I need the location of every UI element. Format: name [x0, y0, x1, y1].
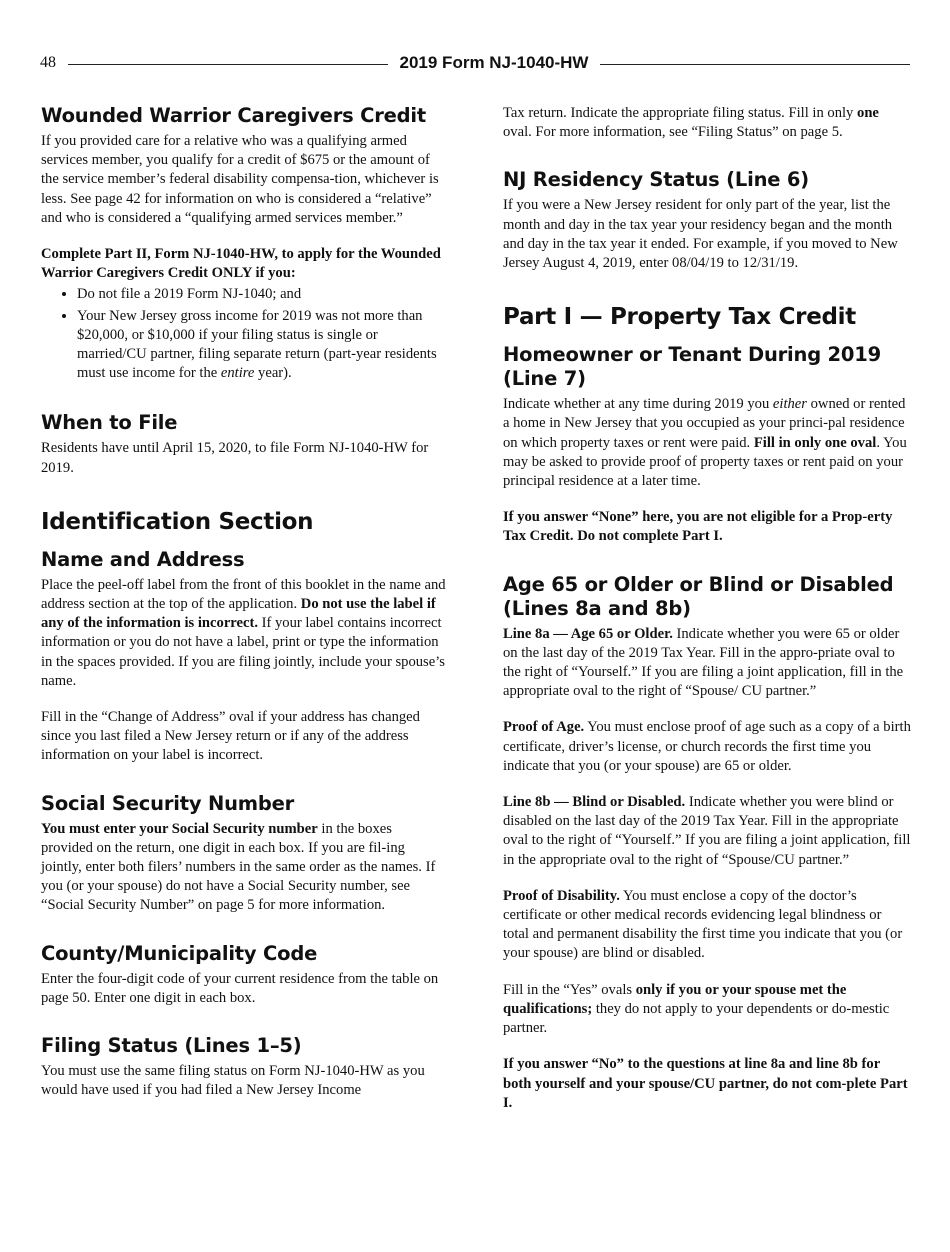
wwcc-heading: Wounded Warrior Caregivers Credit — [41, 104, 427, 127]
emphasis: entire — [220, 365, 255, 382]
age-blind-heading: Age 65 or Older or Blind or Disabled (Lines 8a and 8b) — [503, 572, 894, 620]
proof-of-disability-paragraph: Proof of Disability. You must enclose a copy of the doctor’s certificate or other medical records evidencing legal blindness or total and permanent disability the first time you indicate that you (or your spouse) are blind or disabled. — [503, 887, 903, 962]
yes-ovals-paragraph: Fill in the “Yes” ovals only if you or your spouse met the qualifications; they do not apply to your dependents or do-mestic partner. — [503, 981, 890, 1037]
homeowner-heading: Homeowner or Tenant During 2019 (Line 7) — [503, 343, 882, 391]
page-number: 48 — [40, 54, 56, 71]
list-item: • Do not file a 2019 Form NJ-1040; and — [77, 285, 447, 304]
name-address-heading: Name and Address — [41, 547, 245, 571]
when-to-file-paragraph: Residents have until April 15, 2020, to file Form NJ-1040-HW for 2019. — [41, 440, 429, 476]
line-8b-paragraph: Line 8b — Blind or Disabled. Indicate whether you were blind or disabled on the last day of the 2019 Tax Year. Fill in the appropriate oval to the right of “Yourself.” If you are filing a joint application, fill in the appropriate oval to the right of “Spouse/CU partner.” — [503, 794, 911, 868]
right-column — [503, 104, 911, 1113]
when-to-file-heading: When to File — [41, 411, 178, 435]
county-code-paragraph: Enter the four-digit code of your current residence from the table on page 50. Enter one digit in each box. — [41, 970, 439, 1006]
identification-section-heading: Identification Section — [41, 508, 314, 535]
part1-heading: Part I — Property Tax Credit — [503, 304, 856, 331]
ssn-paragraph: You must enter your Social Security number in the boxes provided on the return, one digit in each box. If you are fil-ing jointly, enter both filers’ numbers in the same order as the names. If you (or your spouse) do not have a Social Security number, see “Social Security Number” on page 5 for more information. — [41, 820, 436, 914]
homeowner-paragraph: Indicate whether at any time during 2019 you either owned or rented a home in New Jersey that you occupied as your princi-pal residence on which property taxes or rent were paid. Fill in only one oval. You may be asked to provide proof of property taxes or rent paid on your principal residence at a later time. — [503, 396, 907, 490]
filing-status-heading: Filing Status (Lines 1–5) — [41, 1034, 302, 1058]
proof-of-age-paragraph: Proof of Age. You must enclose proof of age such as a copy of a birth certificate, driver’s license, or church records the first time you indicate that you (or your spouse) are 65 or older. — [503, 719, 911, 774]
wwcc-paragraph: If you provided care for a relative who was a qualifying armed services member, you qualify for a credit of $675 or the amount of the service member’s federal disability compensa-tion, whichever is less. See page 42 for information on who is considered a “relative” and who is considered a “qualifying armed services member.” — [41, 133, 439, 226]
filing-status-paragraph: You must use the same filing status on Form NJ-1040-HW as you would have used if you had filed a New Jersey Income — [41, 1063, 425, 1099]
residency-paragraph: If you were a New Jersey resident for only part of the year, list the month and day in the tax year your residency began and the month and day in the tax year it ended. For example, if you moved to New Jersey August 4, 2019, enter 08/04/19 to 12/31/19. — [503, 197, 898, 272]
ssn-heading: Social Security Number — [41, 791, 295, 815]
left-column — [41, 104, 447, 1101]
name-address-paragraph-1: Place the peel-off label from the front of this booklet in the name and address section at the top of the application. Do not use the label if any of the information is incorrect. If your label contains incorrect information or you do not have a label, print or type the information in the spaces provided. If you are filing jointly, include your spouse’s name. — [41, 576, 446, 689]
none-warning: If you answer “None” here, you are not eligible for a Prop-erty Tax Credit. Do not complete Part I. — [503, 509, 893, 545]
line-8a-paragraph: Line 8a — Age 65 or Older. Indicate whether you were 65 or older on the last day of the 2019 Tax Year. Fill in the appro-priate oval to the right of “Yourself.” If you are filing a joint application, fill in the appropriate oval to the right of “Spouse/ CU partner.” — [503, 625, 904, 700]
wwcc-eligibility-text: Complete Part II, Form NJ-1040-HW, to apply for the Wounded Warrior Caregivers Credit ONLY if you: — [41, 246, 441, 282]
header-rule-right — [600, 64, 910, 65]
filing-status-continued: Tax return. Indicate the appropriate filing status. Fill in only one oval. For more information, see “Filing Status” on page 5. — [503, 105, 879, 141]
header-rule-left — [68, 64, 388, 65]
form-title: 2019 Form NJ-1040-HW — [399, 53, 589, 72]
page-header — [40, 52, 910, 78]
list-item: • Your New Jersey gross income for 2019 was not more than $20,000, or $10,000 if your filing status is single or married/CU partner, filing separate return (part-year residents must use income for the entire year). — [77, 307, 447, 384]
wwcc-eligibility-note — [41, 245, 447, 283]
county-code-heading: County/Municipality Code — [41, 941, 318, 965]
wwcc-conditions-list — [41, 285, 447, 383]
no-answer-warning: If you answer “No” to the questions at line 8a and line 8b for both yourself and your spouse/CU partner, do not com-plete Part I. — [503, 1056, 908, 1111]
residency-heading: NJ Residency Status (Line 6) — [503, 168, 809, 192]
name-address-paragraph-2: Fill in the “Change of Address” oval if your address has changed since you last filed a New Jersey return or if any of the address information on your label is incorrect. — [41, 709, 420, 764]
